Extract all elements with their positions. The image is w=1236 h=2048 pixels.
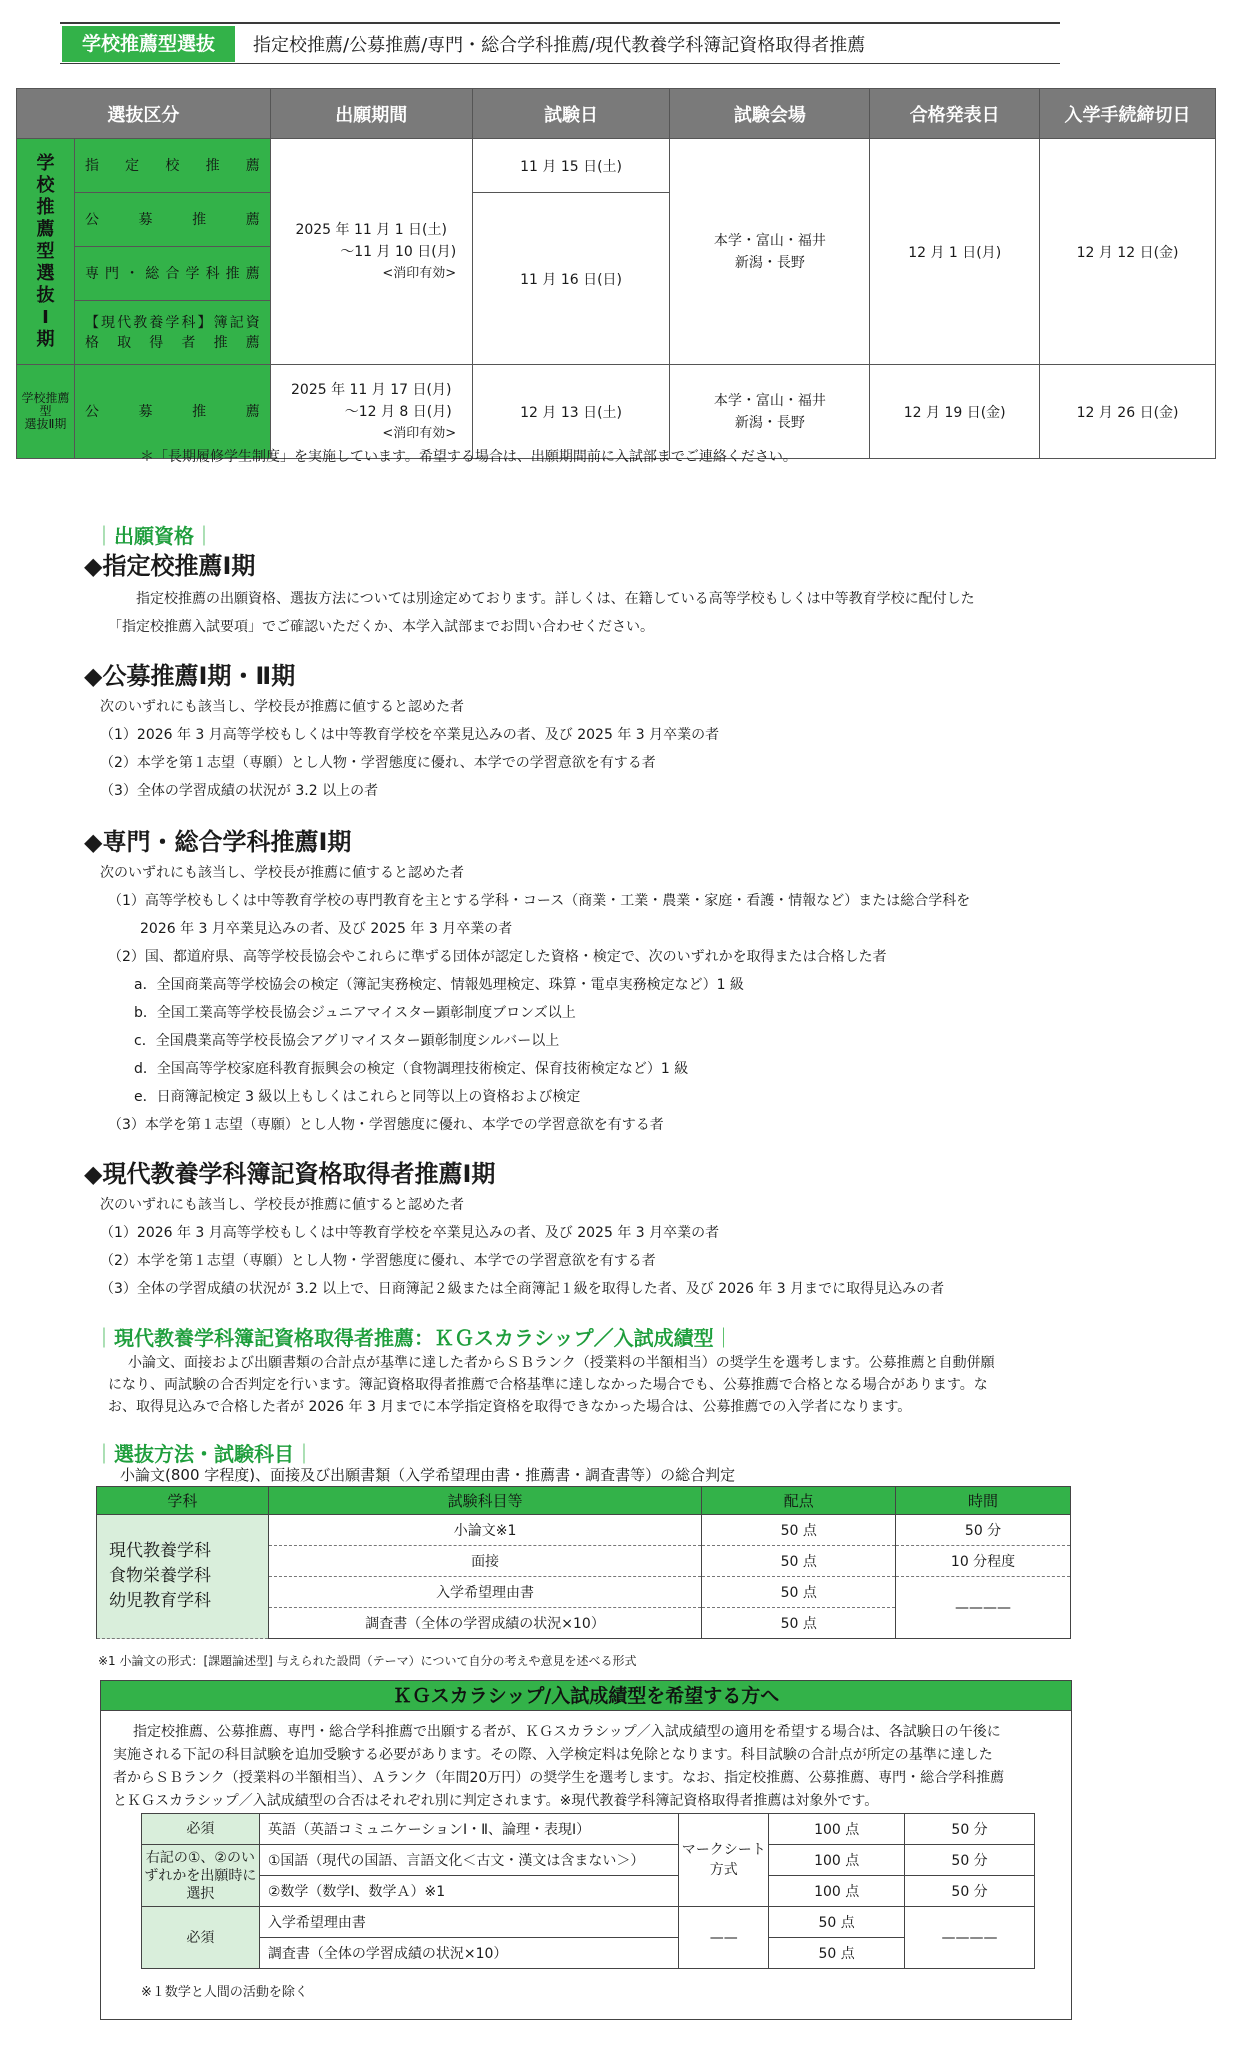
period1-result: 12 月 1 日(月)	[870, 139, 1040, 365]
header-text: 指定校推薦/公募推薦/専門・総合学科推薦/現代教養学科簿記資格取得者推薦	[253, 34, 866, 56]
text-line: 小論文、面接および出願書類の合計点が基準に達した者からＳＢランク（授業料の半額相当）の奨学生を選考します。公募推薦と自動併願	[128, 1355, 995, 1371]
kg-box	[100, 1680, 1072, 2020]
kg-footnote: ※１数学と人間の活動を除く	[141, 1985, 308, 2000]
points-cell: 50 点	[702, 1608, 896, 1639]
period2-venue: 本学・富山・福井 新潟・長野	[670, 365, 870, 459]
col-header: 配点	[702, 1487, 896, 1515]
text-line: （2）本学を第１志望（専願）とし人物・学習態度に優れ、本学での学習意欲を有する者	[100, 755, 656, 771]
period2-apply: 2025 年 11 月 17 日(月) ～12 月 8 日(月) <消印有効>	[270, 365, 472, 459]
text-line: （2）本学を第１志望（専願）とし人物・学習態度に優れ、本学での学習意欲を有する者	[100, 1253, 656, 1269]
text-line: （1）2026 年 3 月高等学校もしくは中等教育学校を卒業見込みの者、及び 2025 年 3 月卒業の者	[100, 727, 720, 743]
period1-exam-b: 11 月 16 日(日)	[472, 193, 670, 365]
subject-cell: ①国語（現代の国語、言語文化＜古文・漢文は含まない＞）	[259, 1845, 678, 1876]
points-cell: 100 点	[769, 1876, 905, 1907]
subsection-title: ◆指定校推薦Ⅰ期	[84, 552, 256, 580]
col-header: 試験会場	[670, 89, 870, 139]
points-cell: 50 点	[702, 1546, 896, 1577]
sub-category: 専門・総合学科推薦	[74, 247, 270, 301]
col-header: 出願期間	[270, 89, 472, 139]
col-header: 入学手続締切日	[1040, 89, 1216, 139]
selection-intro: 小論文(800 字程度)、面接及び出願書類（入学希望理由書・推薦書・調査書等）の総合判定	[120, 1466, 736, 1484]
subject-cell: ②数学（数学Ⅰ、数学Ａ）※1	[259, 1876, 678, 1907]
kg-paragraph: 指定校推薦、公募推薦、専門・総合学科推薦で出願する者が、ＫＧスカラシップ／入試成績型の適用を希望する場合は、各試験日の午後に 実施される下記の科目試験を追加受験する必要があります。その際、入学検定料は免除となります。科目試験の合計点が所定の基準に達した 者からＳＢランク（授業料の半額相当）、Ａランク（年間20万円）の奨学生を選考します。なお、指定校推薦、公募推薦、専門・総合学科推薦 とＫＧスカラシップ／入試成績型の合否はそれぞれ別に判定されます。※現代教養学科簿記資格取得者推薦は対象外です。	[113, 1724, 1005, 1809]
schedule-note: ＊「長期履修学生制度」を実施しています。希望する場合は、出願期間前に入試部までご連絡ください。	[140, 449, 797, 465]
period2-label: 学校推薦型 選抜Ⅱ期	[17, 365, 75, 459]
points-cell: 50 点	[769, 1907, 905, 1938]
col-header: 学科	[97, 1487, 269, 1515]
text-line: a．全国商業高等学校協会の検定（簿記実務検定、情報処理検定、珠算・電卓実務検定など）1 級	[134, 977, 744, 993]
time-cell: ————	[896, 1577, 1071, 1639]
section-heading: ｜現代教養学科簿記資格取得者推薦：ＫＧスカラシップ／入試成績型｜	[94, 1326, 734, 1350]
col-header: 試験日	[472, 89, 670, 139]
period1-apply: 2025 年 11 月 1 日(土) ～11 月 10 日(月) <消印有効>	[270, 139, 472, 365]
text-line: （1）高等学校もしくは中等教育学校の専門教育を主とする学科・コース（商業・工業・農業・家庭・看護・情報など）または総合学科を	[108, 893, 971, 909]
header-label: 学校推薦型選抜	[62, 26, 235, 62]
kg-label: 必須	[142, 1814, 260, 1845]
section-heading: ｜選抜方法・試験科目｜	[94, 1442, 314, 1466]
period2-exam: 12 月 13 日(土)	[472, 365, 670, 459]
subject-cell: 小論文※1	[268, 1515, 702, 1546]
period1-deadline: 12 月 12 日(金)	[1040, 139, 1216, 365]
subject-cell: 面接	[268, 1546, 702, 1577]
subject-cell: 英語（英語コミュニケーションⅠ・Ⅱ、論理・表現Ⅰ）	[259, 1814, 678, 1845]
sub-category: 公募推薦	[74, 365, 270, 459]
schedule-table	[16, 88, 1216, 459]
period2-deadline: 12 月 26 日(金)	[1040, 365, 1216, 459]
text-line: 指定校推薦の出願資格、選抜方法については別途定めております。詳しくは、在籍している高等学校もしくは中等教育学校に配付した	[136, 591, 975, 607]
text-line: 「指定校推薦入試要項」でご確認いただくか、本学入試部までお問い合わせください。	[108, 619, 654, 635]
sub-category: 指定校推薦	[74, 139, 270, 193]
kg-title: ＫＧスカラシップ/入試成績型を希望する方へ	[101, 1681, 1071, 1711]
text-line: 次のいずれにも該当し、学校長が推薦に値すると認めた者	[100, 699, 464, 715]
points-cell: 50 点	[769, 1938, 905, 1969]
time-cell: 10 分程度	[896, 1546, 1071, 1577]
subsection-title: ◆現代教養学科簿記資格取得者推薦Ⅰ期	[84, 1160, 496, 1188]
text-line: 2026 年 3 月卒業見込みの者、及び 2025 年 3 月卒業の者	[140, 921, 513, 937]
text-line: になり、両試験の合否判定を行います。簿記資格取得者推薦で合格基準に達しなかった場合でも、公募推薦で合格となる場合があります。な	[108, 1377, 988, 1393]
sub-category: 公募推薦	[74, 193, 270, 247]
period2-result: 12 月 19 日(金)	[870, 365, 1040, 459]
subjects-table	[96, 1486, 1071, 1639]
period1-label: 学 校 推 薦 型 選 抜 Ⅰ 期	[17, 139, 75, 365]
page-header	[60, 22, 1060, 64]
text-line: c．全国農業高等学校長協会アグリマイスター顕彰制度シルバー以上	[134, 1033, 560, 1049]
section-heading: ｜出願資格｜	[94, 524, 214, 548]
subject-cell: 入学希望理由書	[259, 1907, 678, 1938]
period1-venue: 本学・富山・福井 新潟・長野	[670, 139, 870, 365]
points-cell: 50 点	[702, 1577, 896, 1608]
text-line: （2）国、都道府県、高等学校長協会やこれらに準ずる団体が認定した資格・検定で、次のいずれかを取得または合格した者	[108, 949, 887, 965]
points-cell: 100 点	[769, 1845, 905, 1876]
text-line: （3）全体の学習成績の状況が 3.2 以上で、日商簿記２級または全商簿記１級を取得した者、及び 2026 年 3 月までに取得見込みの者	[100, 1281, 945, 1297]
text-line: お、取得見込みで合格した者が 2026 年 3 月までに本学指定資格を取得できなかった場合は、公募推薦での入学者になります。	[108, 1399, 912, 1415]
col-header: 試験科目等	[268, 1487, 702, 1515]
subject-cell: 入学希望理由書	[268, 1577, 702, 1608]
text-line: 次のいずれにも該当し、学校長が推薦に値すると認めた者	[100, 865, 464, 881]
period1-exam-a: 11 月 15 日(土)	[472, 139, 670, 193]
points-cell: 100 点	[769, 1814, 905, 1845]
col-header: 時間	[896, 1487, 1071, 1515]
text-line: b．全国工業高等学校長協会ジュニアマイスター顕彰制度ブロンズ以上	[134, 1005, 576, 1021]
text-line: （3）本学を第１志望（専願）とし人物・学習態度に優れ、本学での学習意欲を有する者	[108, 1117, 664, 1133]
text-line: e．日商簿記検定 3 級以上もしくはこれらと同等以上の資格および検定	[134, 1089, 581, 1105]
text-line: （1）2026 年 3 月高等学校もしくは中等教育学校を卒業見込みの者、及び 2025 年 3 月卒業の者	[100, 1225, 720, 1241]
time-cell: 50 分	[896, 1515, 1071, 1546]
footnote: ※1 小論文の形式：[課題論述型] 与えられた設問（テーマ）について自分の考えや意見を述べる形式	[98, 1654, 637, 1668]
kg-table	[141, 1813, 1035, 1969]
departments: 現代教養学科 食物栄養学科 幼児教育学科	[97, 1515, 269, 1639]
subsection-title: ◆公募推薦Ⅰ期・Ⅱ期	[84, 662, 296, 690]
text-line: d．全国高等学校家庭科教育振興会の検定（食物調理技術検定、保育技術検定など）1 級	[134, 1061, 689, 1077]
sub-category: 【現代教養学科】簿記資格取得者推薦	[74, 301, 270, 365]
kg-label: 必須	[142, 1907, 260, 1969]
text-line: （3）全体の学習成績の状況が 3.2 以上の者	[100, 783, 379, 799]
col-header: 合格発表日	[870, 89, 1040, 139]
time-cell: 50 分	[905, 1876, 1035, 1907]
col-header: 選抜区分	[17, 89, 271, 139]
time-cell: 50 分	[905, 1814, 1035, 1845]
text-line: 次のいずれにも該当し、学校長が推薦に値すると認めた者	[100, 1197, 464, 1213]
kg-label: 右記の①、②のいずれかを出願時に選択	[142, 1845, 260, 1907]
subject-cell: 調査書（全体の学習成績の状況×10）	[259, 1938, 678, 1969]
subsection-title: ◆専門・総合学科推薦Ⅰ期	[84, 828, 352, 856]
subject-cell: 調査書（全体の学習成績の状況×10）	[268, 1608, 702, 1639]
kg-dash: ——	[679, 1907, 769, 1969]
time-cell: 50 分	[905, 1845, 1035, 1876]
points-cell: 50 点	[702, 1515, 896, 1546]
time-cell: ————	[905, 1907, 1035, 1969]
kg-method: マークシート方式	[679, 1814, 769, 1907]
